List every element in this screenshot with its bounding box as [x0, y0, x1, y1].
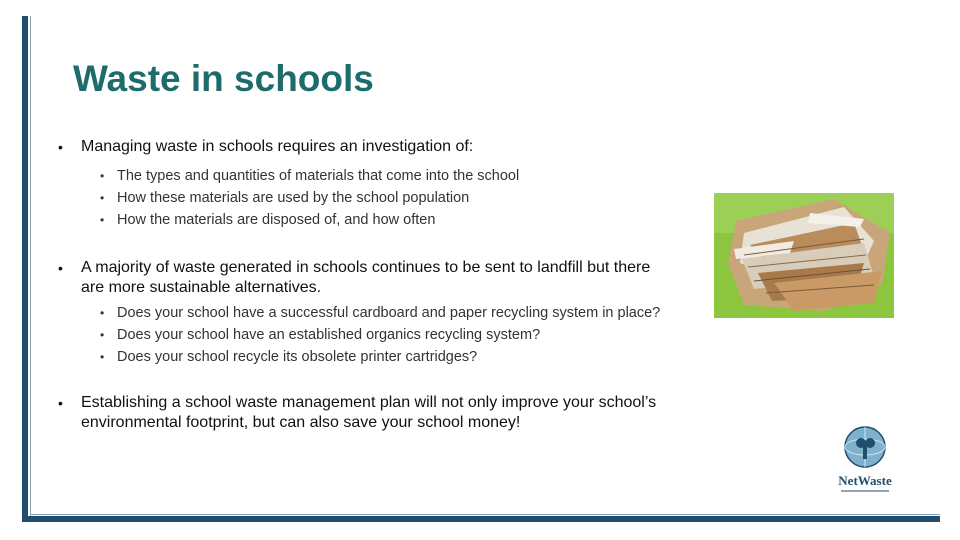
bullet-main: • Managing waste in schools requires an investigation of:	[58, 137, 668, 157]
bullet-section-investigation	[58, 137, 668, 228]
slide-frame-bottom-rule	[30, 514, 940, 515]
sub-bullet: • Does your school have an established organics recycling system?	[58, 327, 668, 343]
sub-bullet: • Does your school recycle its obsolete printer cartridges?	[58, 349, 668, 365]
slide-frame-bottom	[22, 516, 940, 522]
slide-content	[58, 137, 668, 433]
sub-bullet: • How the materials are disposed of, and how often	[58, 212, 668, 228]
cardboard-pile-photo	[714, 193, 894, 318]
sub-bullet-list	[58, 305, 668, 365]
sub-bullet: • The types and quantities of materials that come into the school	[58, 168, 668, 184]
slide-frame-left	[22, 16, 28, 522]
bullet-section-plan	[58, 393, 668, 433]
netwaste-logo	[833, 425, 897, 495]
sub-bullet: • How these materials are used by the school population	[58, 190, 668, 206]
netwaste-globe-icon	[845, 427, 885, 467]
logo-text: NetWaste	[838, 473, 892, 488]
bullet-section-landfill	[58, 258, 668, 365]
sub-bullet: • Does your school have a successful cardboard and paper recycling system in place?	[58, 305, 668, 321]
bullet-main: • Establishing a school waste management plan will not only improve your school’s environmental footprint, but can also save your school money!	[58, 393, 668, 433]
slide-title: Waste in schools	[73, 58, 374, 99]
slide-frame-left-rule	[30, 16, 31, 522]
bullet-main: • A majority of waste generated in schools continues to be sent to landfill but there are more sustainable alternatives.	[58, 258, 668, 298]
sub-bullet-list	[58, 168, 668, 228]
